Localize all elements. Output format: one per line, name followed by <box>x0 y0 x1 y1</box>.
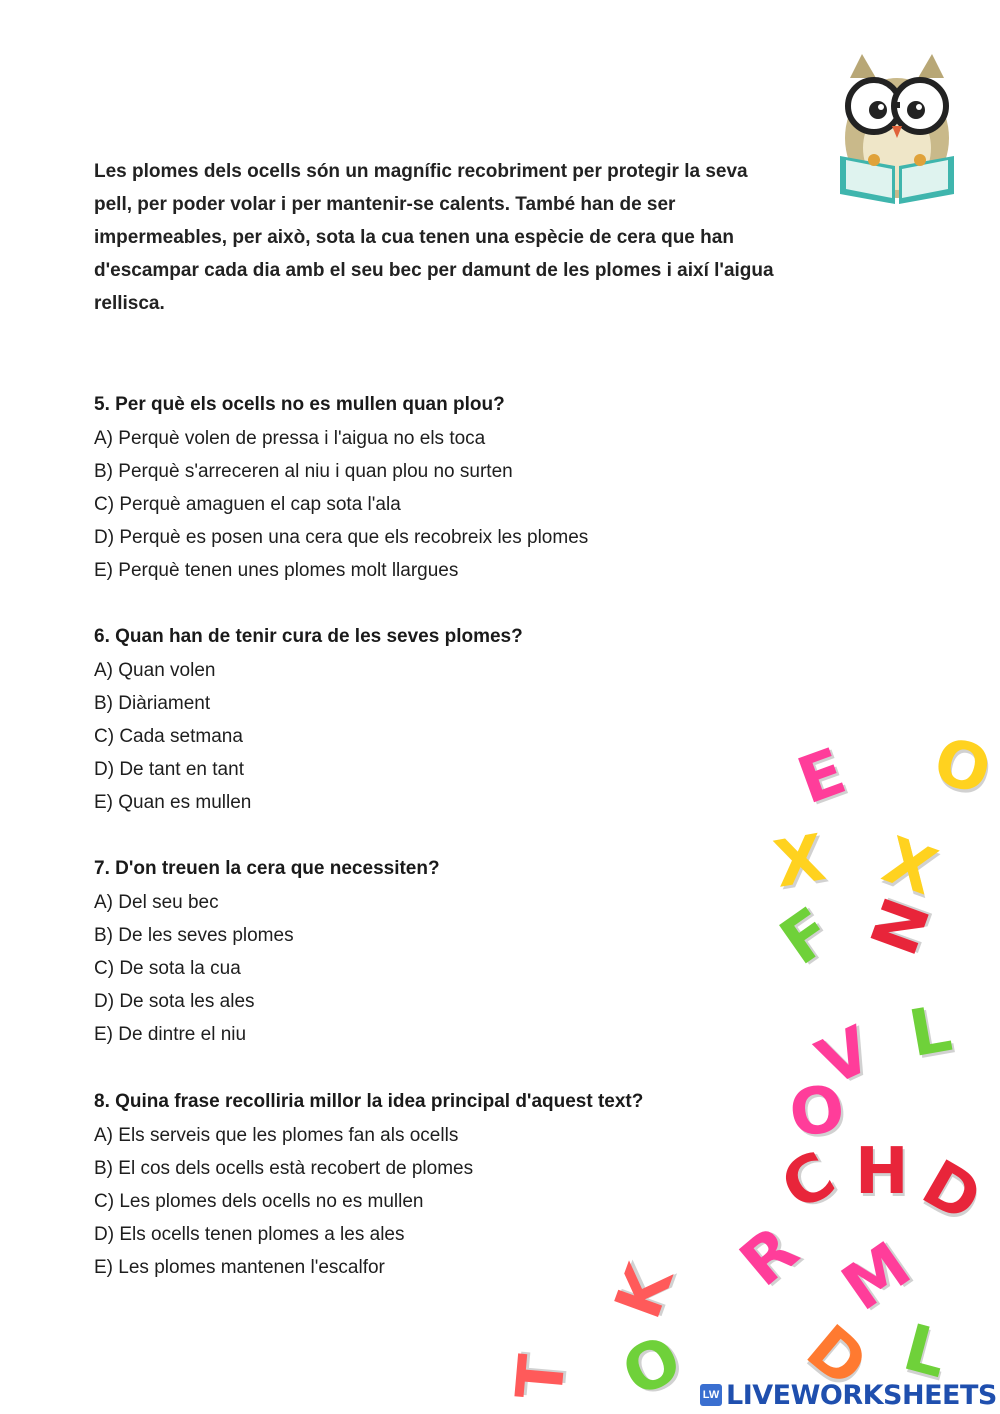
letter-decoration: M <box>829 1228 925 1326</box>
question-title: 6. Quan han de tenir cura de les seves plomes? <box>94 626 523 647</box>
letter-decoration: D <box>792 1311 881 1403</box>
intro-paragraph <box>94 155 834 320</box>
answer-option[interactable]: A) Del seu bec <box>94 892 219 913</box>
letter-decoration: F <box>767 894 846 980</box>
answer-option[interactable]: D) De sota les ales <box>94 991 255 1012</box>
logo-mark-icon: LW <box>700 1384 722 1406</box>
question-title: 8. Quina frase recolliria millor la idea principal d'aquest text? <box>94 1091 644 1112</box>
answer-option[interactable]: B) De les seves plomes <box>94 925 294 946</box>
answer-option[interactable]: D) Els ocells tenen plomes a les ales <box>94 1224 405 1245</box>
answer-option[interactable]: B) Diàriament <box>94 693 211 714</box>
answer-option[interactable]: A) Perquè volen de pressa i l'aigua no els toca <box>94 428 486 449</box>
intro-line: Les plomes dels ocells són un magnífic recobriment per protegir la seva <box>94 161 748 182</box>
question-8 <box>94 1085 794 1284</box>
question-6 <box>94 620 794 819</box>
answer-option[interactable]: E) Perquè tenen unes plomes molt llargues <box>94 560 459 581</box>
letter-decoration: R <box>726 1212 813 1302</box>
letter-decoration: E <box>788 734 856 820</box>
letter-decoration: T <box>503 1352 581 1402</box>
intro-line: impermeables, per això, sota la cua tenen una espècie de cera que han <box>94 227 734 248</box>
logo-text: LIVEWORKSHEETS <box>726 1379 997 1411</box>
intro-line: pell, per poder volar i per mantenir-se calents. També han de ser <box>94 194 676 215</box>
letter-decoration: L <box>903 992 957 1072</box>
letter-decoration: O <box>926 724 999 810</box>
answer-option[interactable]: B) Perquè s'arreceren al niu i quan plou no surten <box>94 461 513 482</box>
answer-option[interactable]: D) Perquè es posen una cera que els recobreix les plomes <box>94 527 589 548</box>
letter-decoration: X <box>768 821 831 903</box>
letter-decoration: H <box>855 1135 909 1209</box>
intro-line: rellisca. <box>94 293 165 314</box>
answer-option[interactable]: C) Les plomes dels ocells no es mullen <box>94 1191 424 1212</box>
question-title: 5. Per què els ocells no es mullen quan plou? <box>94 394 505 415</box>
letter-decoration: N <box>857 889 946 965</box>
letter-decoration: V <box>806 1013 883 1101</box>
letter-decoration: O <box>785 1071 850 1153</box>
answer-option[interactable]: A) Els serveis que les plomes fan als ocells <box>94 1125 459 1146</box>
answer-option[interactable]: C) Cada setmana <box>94 726 243 747</box>
letter-decoration: X <box>873 823 946 911</box>
answer-option[interactable]: D) De tant en tant <box>94 759 244 780</box>
question-title: 7. D'on treuen la cera que necessiten? <box>94 858 440 879</box>
answer-option[interactable]: E) De dintre el niu <box>94 1024 247 1045</box>
answer-option[interactable]: B) El cos dels ocells està recobert de plomes <box>94 1158 474 1179</box>
answer-option[interactable]: E) Quan es mullen <box>94 792 252 813</box>
answer-option[interactable]: C) De sota la cua <box>94 958 241 979</box>
letter-decoration: K <box>601 1256 689 1328</box>
liveworksheets-logo <box>700 1376 997 1414</box>
intro-line: d'escampar cada dia amb el seu bec per damunt de les plomes i així l'aigua <box>94 260 774 281</box>
answer-option[interactable]: C) Perquè amaguen el cap sota l'ala <box>94 494 401 515</box>
question-7 <box>94 852 794 1051</box>
letter-decoration: D <box>910 1146 994 1238</box>
question-5 <box>94 388 794 587</box>
letter-decoration: C <box>769 1138 848 1226</box>
answer-option[interactable]: E) Les plomes mantenen l'escalfor <box>94 1257 385 1278</box>
letter-decoration: L <box>896 1310 955 1394</box>
letter-decoration: O <box>611 1321 693 1413</box>
owl-reading-book-icon <box>832 48 962 208</box>
answer-option[interactable]: A) Quan volen <box>94 660 216 681</box>
